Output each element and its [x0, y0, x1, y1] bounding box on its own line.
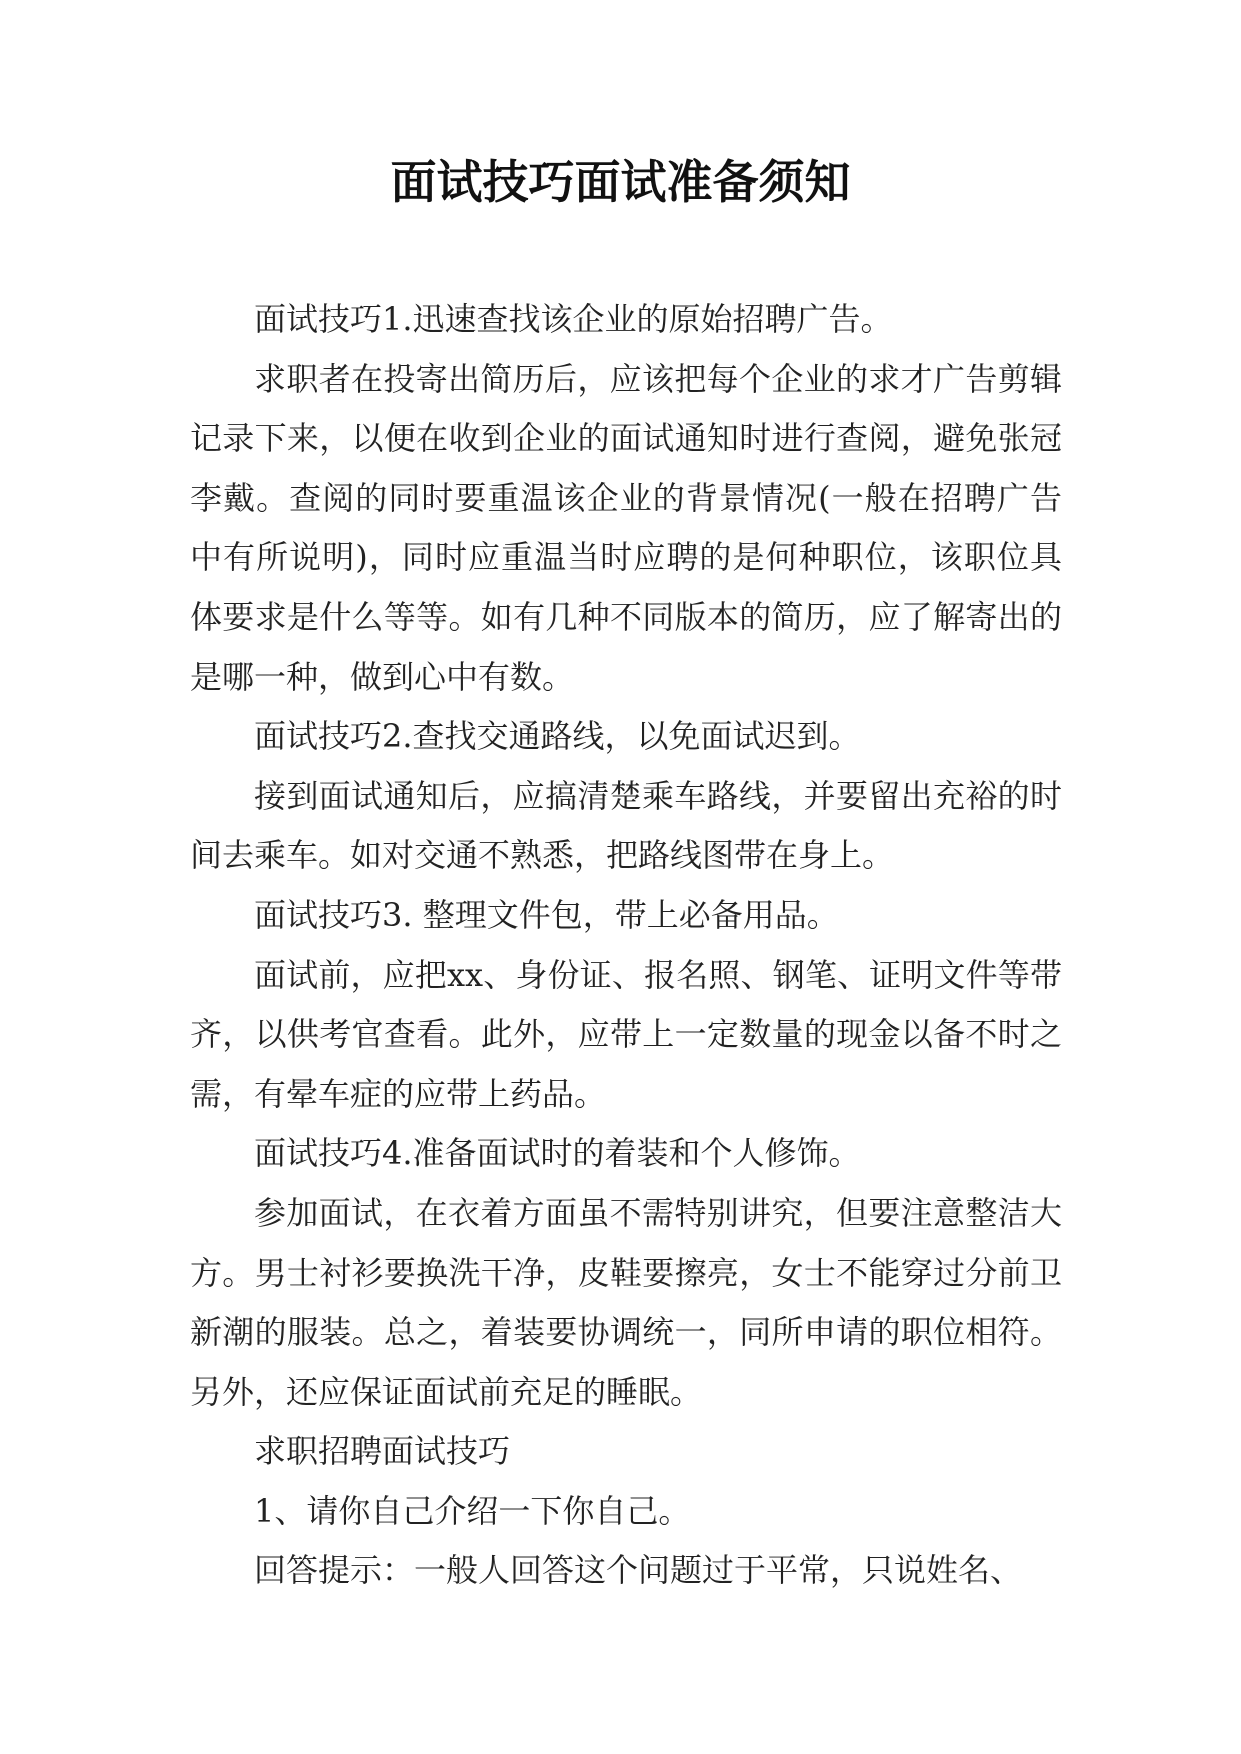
paragraph: 接到面试通知后，应搞清楚乘车路线，并要留出充裕的时间去乘车。如对交通不熟悉，把路线图带在身上。: [190, 776, 1062, 875]
paragraph: 1、请你自己介绍一下你自己。: [254, 1491, 691, 1530]
paragraph: 求职招聘面试技巧: [254, 1432, 511, 1471]
paragraph: 参加面试，在衣着方面虽不需特别讲究，但要注意整洁大方。男士衬衫要换洗干净，皮鞋要擦亮，女士不能穿过分前卫新潮的服装。总之，着装要协调统一，同所申请的职位相符。另外，还应保证面试前充足的睡眠。: [190, 1193, 1062, 1411]
paragraph: 求职者在投寄出简历后，应该把每个企业的求才广告剪辑记录下来，以便在收到企业的面试通知时进行查阅，避免张冠李戴。查阅的同时要重温该企业的背景情况(一般在招聘广告中有所说明)，同时应重温当时应聘的是何种职位，该职位具体要求是什么等等。如有几种不同版本的简历，应了解寄出的是哪一种，做到心中有数。: [190, 359, 1062, 696]
paragraph: 面试技巧2.查找交通路线，以免面试迟到。: [254, 717, 861, 756]
document-body: [190, 290, 1062, 1601]
paragraph: 回答提示：一般人回答这个问题过于平常，只说姓名、: [254, 1551, 1023, 1590]
paragraph: 面试技巧4.准备面试时的着装和个人修饰。: [254, 1134, 861, 1173]
paragraph: 面试前，应把xx、身份证、报名照、钢笔、证明文件等带齐，以供考官查看。此外，应带上一定数量的现金以备不时之需，有晕车症的应带上药品。: [190, 955, 1062, 1113]
paragraph: 面试技巧1.迅速查找该企业的原始招聘广告。: [254, 300, 893, 338]
paragraph: 面试技巧3. 整理文件包，带上必备用品。: [254, 895, 839, 934]
document-title: 面试技巧面试准备须知: [390, 155, 851, 209]
